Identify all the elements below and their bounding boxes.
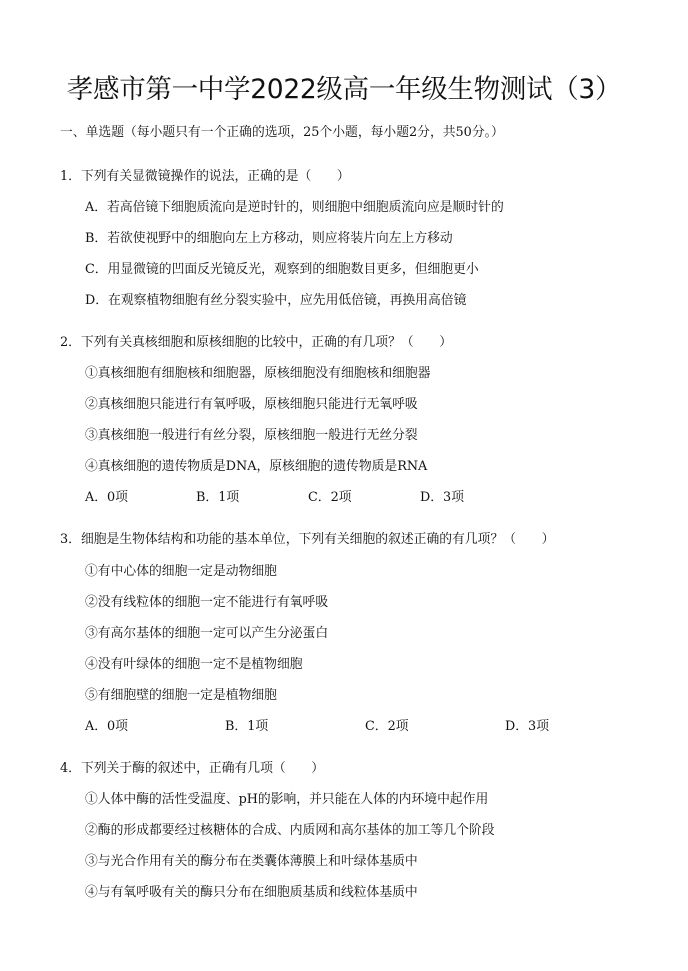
question-2-choice-c: C．2项 [308, 490, 352, 505]
question-3-choice-c: C．2项 [365, 719, 409, 734]
question-4-item-2: ②酶的形成都要经过核糖体的合成、内质网和高尔基体的加工等几个阶段 [85, 823, 495, 838]
question-1-option-b: B．若欲使视野中的细胞向左上方移动，则应将装片向左上方移动 [85, 231, 453, 246]
page-title: 孝感市第一中学2022级高一年级生物测试（3） [66, 74, 622, 105]
question-2-item-3: ③真核细胞一般进行有丝分裂，原核细胞一般进行无丝分裂 [85, 428, 418, 443]
question-1-option-a: A．若高倍镜下细胞质流向是逆时针的，则细胞中细胞质流向应是顺时针的 [85, 200, 504, 215]
question-4-item-4: ④与有氧呼吸有关的酶只分布在细胞质基质和线粒体基质中 [85, 885, 418, 900]
question-1-stem: 1．下列有关显微镜操作的说法，正确的是（ ） [60, 169, 350, 184]
question-2-stem: 2．下列有关真核细胞和原核细胞的比较中，正确的有几项？（ ） [60, 335, 453, 350]
question-4-item-3: ③与光合作用有关的酶分布在类囊体薄膜上和叶绿体基质中 [85, 854, 418, 869]
question-3-item-5: ⑤有细胞壁的细胞一定是植物细胞 [85, 688, 277, 703]
question-4-item-1: ①人体中酶的活性受温度、pH的影响，并只能在人体的内环境中起作用 [85, 792, 489, 807]
question-3-item-3: ③有高尔基体的细胞一定可以产生分泌蛋白 [85, 626, 329, 641]
question-2-choice-d: D．3项 [420, 490, 464, 505]
question-3-choice-b: B．1项 [225, 719, 269, 734]
section-heading: 一、单选题（每小题只有一个正确的选项，25个小题，每小题2分，共50分。） [60, 125, 504, 140]
question-3-item-4: ④没有叶绿体的细胞一定不是植物细胞 [85, 657, 303, 672]
question-4-stem: 4．下列关于酶的叙述中，正确有几项（ ） [60, 761, 325, 776]
question-3-choice-a: A．0项 [85, 719, 128, 734]
question-2-item-2: ②真核细胞只能进行有氧呼吸，原核细胞只能进行无氧呼吸 [85, 397, 418, 412]
question-2-item-4: ④真核细胞的遗传物质是DNA，原核细胞的遗传物质是RNA [85, 459, 428, 474]
question-3-stem: 3．细胞是生物体结构和功能的基本单位，下列有关细胞的叙述正确的有几项？（ ） [60, 532, 555, 547]
question-3-item-1: ①有中心体的细胞一定是动物细胞 [85, 564, 277, 579]
question-2-choice-b: B．1项 [196, 490, 240, 505]
question-1-option-d: D．在观察植物细胞有丝分裂实验中，应先用低倍镜，再换用高倍镜 [85, 293, 467, 308]
question-3-item-2: ②没有线粒体的细胞一定不能进行有氧呼吸 [85, 595, 329, 610]
question-2-item-1: ①真核细胞有细胞核和细胞器，原核细胞没有细胞核和细胞器 [85, 366, 431, 381]
question-2-choice-a: A．0项 [85, 490, 128, 505]
question-3-choice-d: D．3项 [505, 719, 549, 734]
question-1-option-c: C．用显微镜的凹面反光镜反光，观察到的细胞数目更多，但细胞更小 [85, 262, 479, 277]
